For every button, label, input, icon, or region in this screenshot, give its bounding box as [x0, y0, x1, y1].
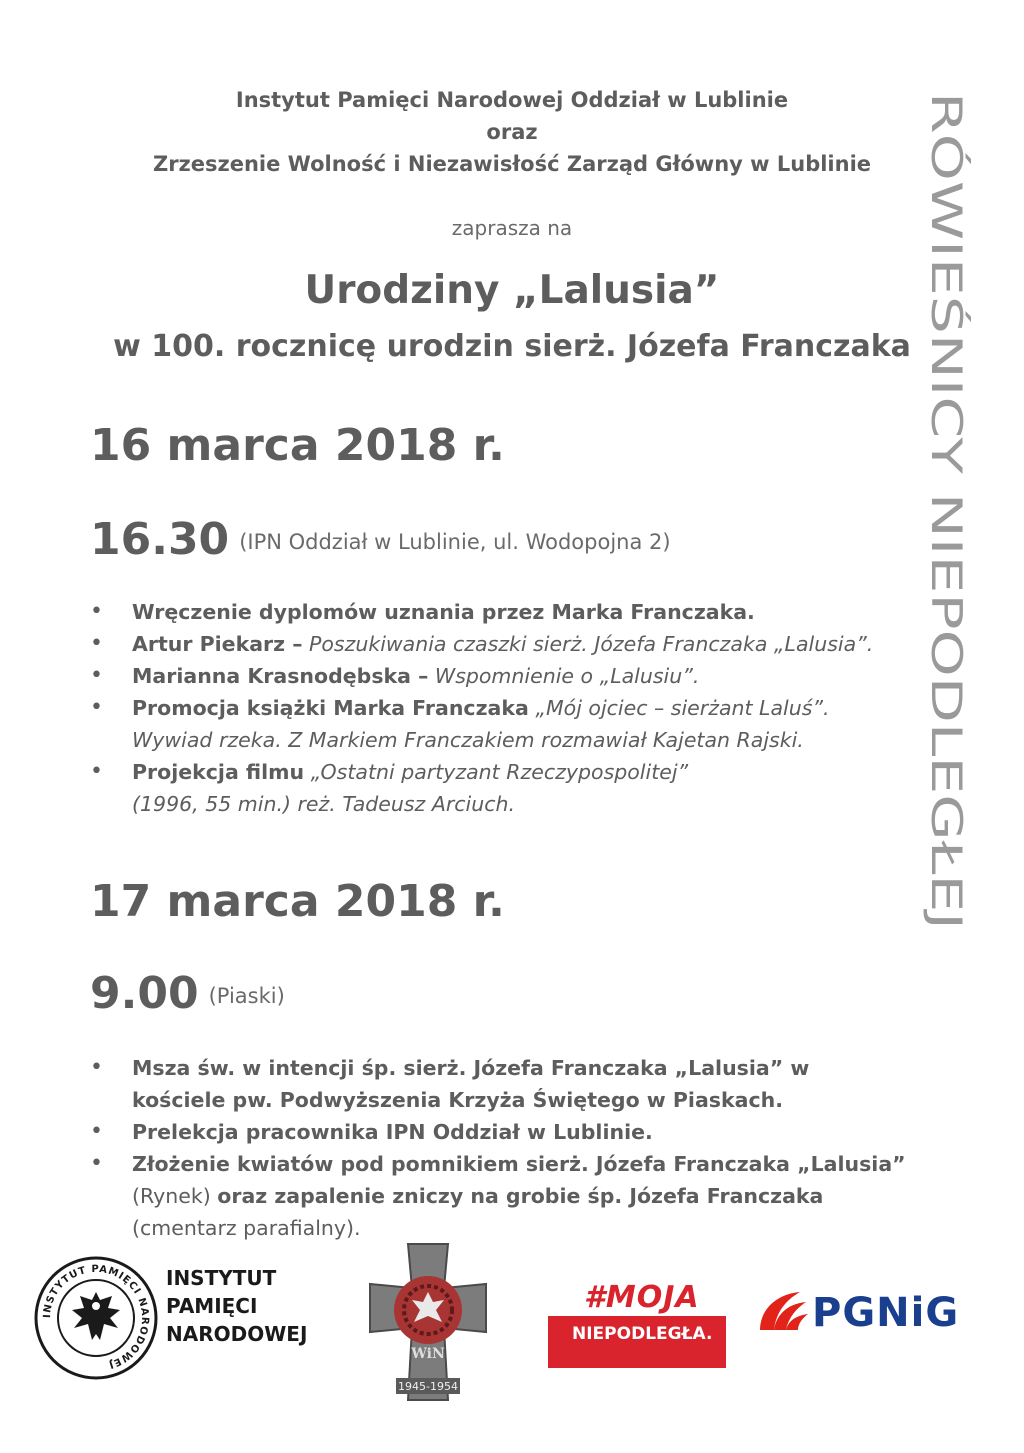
sponsor-logos: [0, 1240, 1024, 1440]
event-subtitle: w 100. rocznicę urodzin sierż. Józefa Franczaka: [113, 329, 911, 364]
item-light: (Rynek): [132, 1184, 211, 1208]
side-title-text: RÓWIEŚNICY NIEPODLEGŁEJ: [922, 92, 971, 679]
day2-place: (Piaski): [208, 984, 285, 1008]
item-italic: Poszukiwania czaszki sierż. Józefa Franczaka „Lalusia”.: [309, 632, 874, 656]
item-bold: Wręczenie dyplomów uznania przez Marka Franczaka.: [132, 600, 755, 624]
list-item: [88, 692, 888, 756]
item-light: (cmentarz parafialny).: [132, 1216, 361, 1240]
item-bold: Promocja książki Marka Franczaka: [132, 696, 529, 720]
day2-program: [88, 1052, 908, 1244]
list-item: [88, 628, 888, 660]
pgnig-wordmark: PGNiG: [812, 1290, 960, 1336]
seal-text: INSTYTUT PAMIĘCI NARODOWEJ: [41, 1263, 151, 1371]
item-bold: Projekcja filmu: [132, 760, 305, 784]
item-bold: oraz zapalenie zniczy na grobie śp. Józefa Franczaka: [217, 1184, 824, 1208]
win-cross-badge-icon: [366, 1240, 490, 1406]
day1-time: 16.30: [90, 514, 230, 565]
day1-place: (IPN Oddział w Lublinie, ul. Wodopojna 2): [239, 530, 671, 554]
ipn-line: INSTYTUT: [166, 1266, 277, 1290]
list-item: [88, 1116, 908, 1148]
moja-hashtag: #MOJA: [584, 1280, 700, 1315]
event-title: Urodziny „Lalusia”: [304, 268, 720, 313]
organizer-conjunction: oraz: [486, 120, 538, 144]
badge-years: 1945-1954: [398, 1380, 458, 1393]
item-bold: Złożenie kwiatów pod pomnikiem sierż. Józefa Franczaka „Lalusia”: [132, 1152, 906, 1176]
item-bold: Artur Piekarz –: [132, 632, 303, 656]
list-item: [88, 756, 888, 820]
organizer-win: Zrzeszenie Wolność i Niezawisłość Zarząd Główny w Lublinie: [152, 152, 872, 176]
ipn-name: [166, 1264, 307, 1348]
item-bold: Marianna Krasnodębska –: [132, 664, 429, 688]
item-bold: Msza św. w intencji śp. sierż. Józefa Franczaka „Lalusia” w kościele pw. Podwyższenia Krzyża Świętego w Piaskach.: [132, 1056, 810, 1112]
day2-time: 9.00: [90, 968, 199, 1019]
moja-niepodlegla-logo: [548, 1280, 726, 1370]
day1-time-line: [90, 514, 671, 565]
item-italic: „Mój ojciec – sierżant Laluś”.: [535, 696, 830, 720]
pgnig-flame-icon: [752, 1284, 810, 1340]
moja-subtitle: NIEPODLEGŁA.: [572, 1324, 713, 1344]
organizer-ipn: Instytut Pamięci Narodowej Oddział w Lublinie: [235, 88, 789, 112]
list-item: [88, 596, 888, 628]
badge-letters: WiN: [411, 1346, 445, 1362]
list-item: [88, 1052, 908, 1116]
item-extra: Wywiad rzeka. Z Markiem Franczakiem rozmawiał Kajetan Rajski.: [132, 728, 804, 752]
day2-time-line: [90, 968, 285, 1019]
day1-program: [88, 596, 888, 820]
side-title: [904, 92, 984, 932]
pgnig-logo: [752, 1284, 992, 1340]
list-item: [88, 660, 888, 692]
ipn-seal-icon: [34, 1256, 158, 1380]
item-italic: „Ostatni partyzant Rzeczypospolitej”: [310, 760, 689, 784]
day1-date: 16 marca 2018 r.: [90, 420, 505, 471]
item-extra: (1996, 55 min.) reż. Tadeusz Arciuch.: [132, 792, 516, 816]
invite-text: zaprasza na: [451, 216, 573, 240]
item-italic: Wspomnienie o „Lalusiu”.: [434, 664, 700, 688]
item-bold: Prelekcja pracownika IPN Oddział w Lublinie.: [132, 1120, 653, 1144]
list-item: [88, 1148, 908, 1244]
day2-date: 17 marca 2018 r.: [90, 876, 505, 927]
ipn-line: PAMIĘCI: [166, 1294, 258, 1318]
ipn-line: NARODOWEJ: [166, 1322, 308, 1346]
